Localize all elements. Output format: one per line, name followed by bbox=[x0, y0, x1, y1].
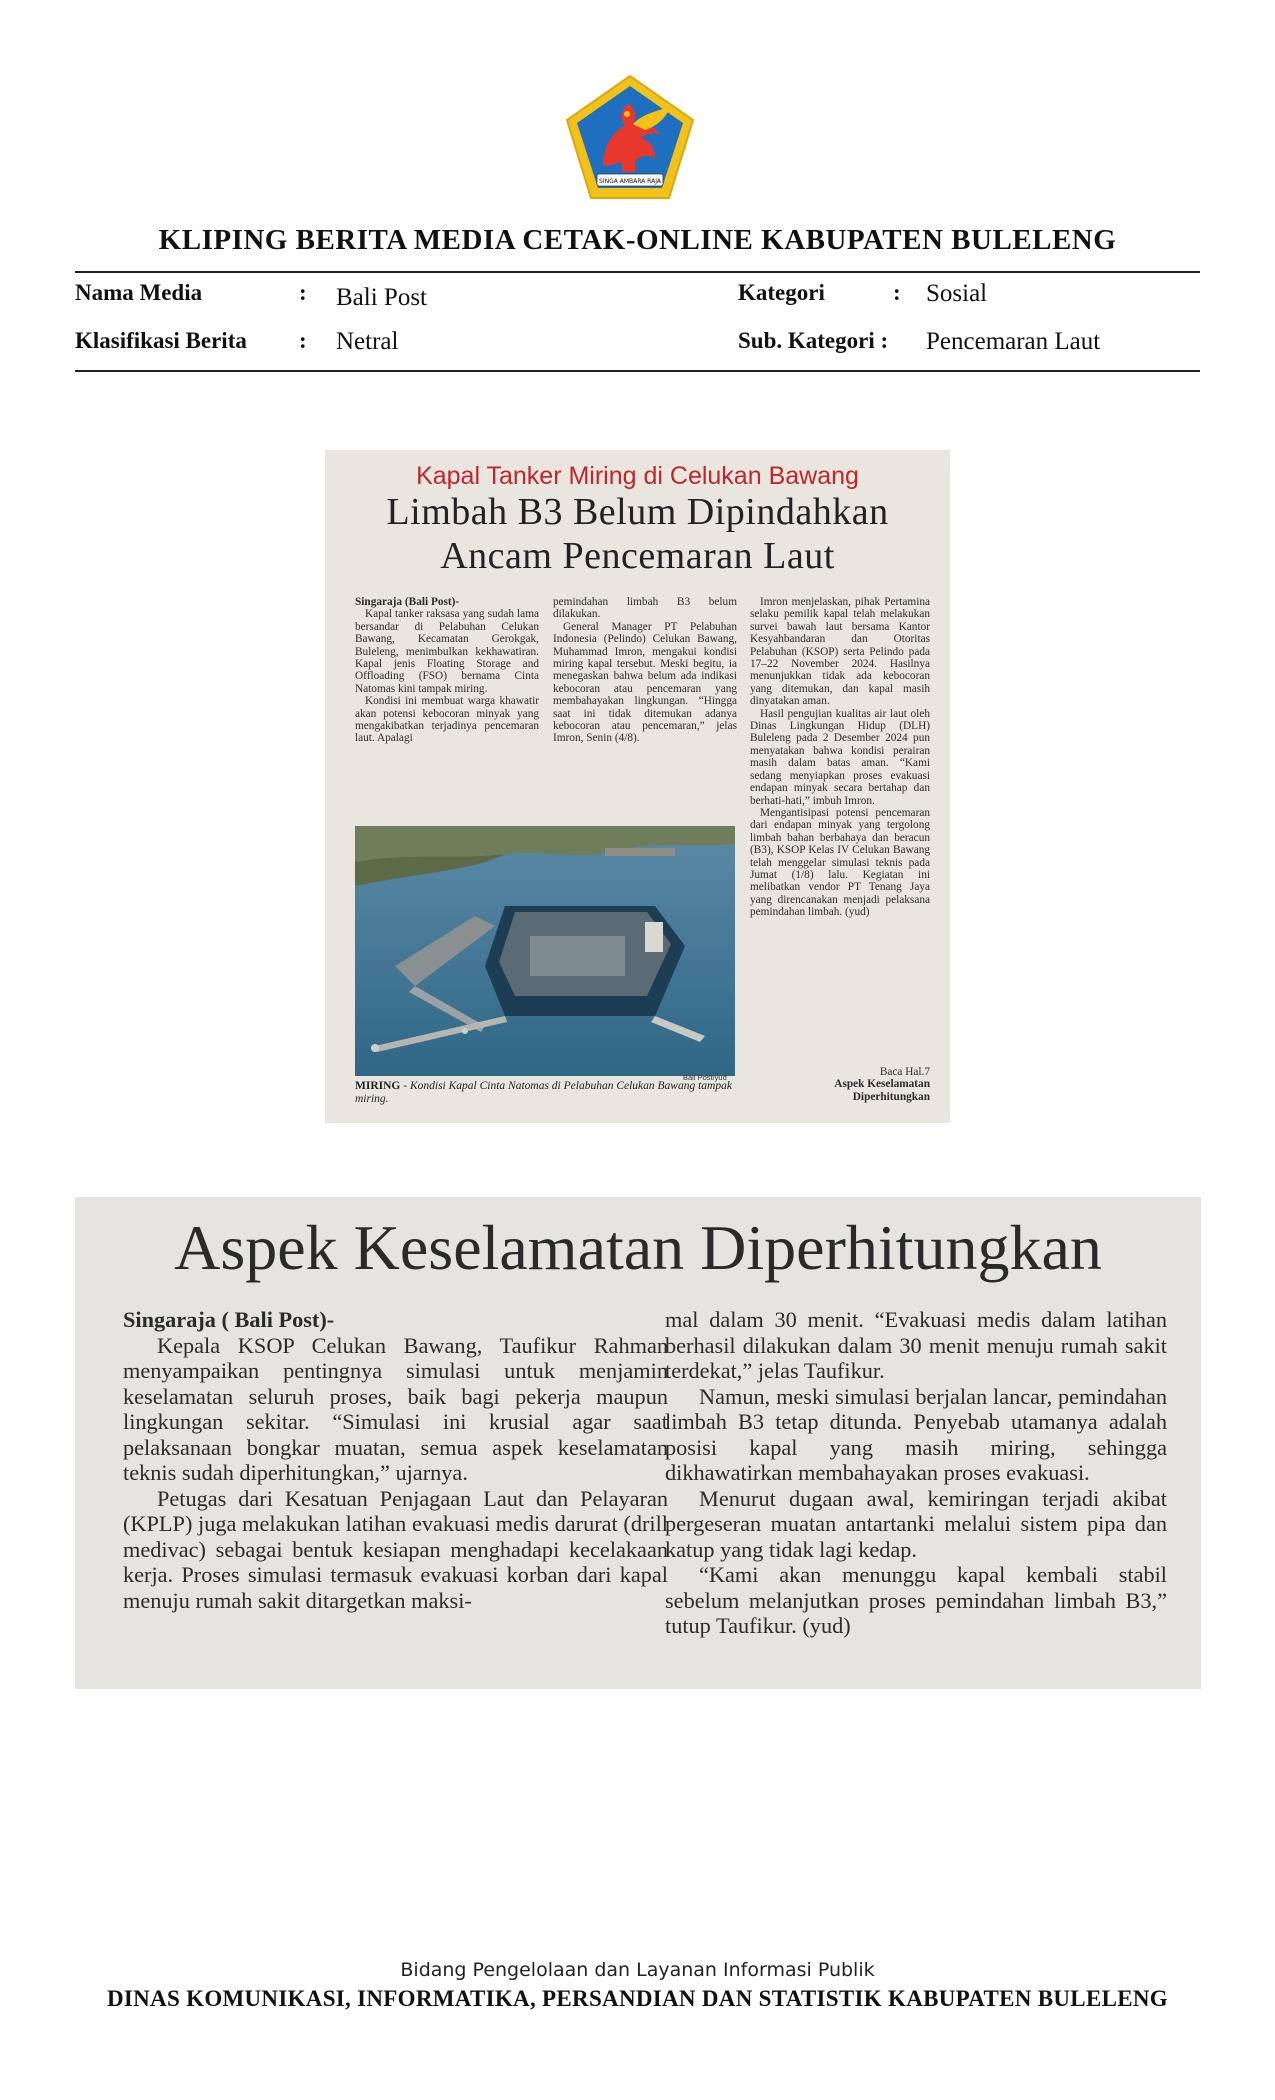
photo-caption bbox=[355, 1080, 737, 1106]
klasifikasi-value: Netral bbox=[336, 328, 399, 355]
continuation-headline: Aspek Keselamatan Diperhitungkan bbox=[174, 1212, 1102, 1283]
continuation-column-right bbox=[665, 1307, 1167, 1639]
page-title: KLIPING BERITA MEDIA CETAK-ONLINE KABUPATEN BULELENG bbox=[158, 224, 1117, 256]
subkategori-value: Pencemaran Laut bbox=[926, 328, 1101, 355]
header-top-rule bbox=[75, 271, 1200, 273]
caption-text: - Kondisi Kapal Cinta Natomas di Pelabuhan Celukan Bawang tampak miring. bbox=[355, 1080, 732, 1105]
continuation-paragraph: “Kami akan menunggu kapal kembali stabil sebelum melanjutkan proses pemindahan limbah B3,” tutup Taufikur. (yud) bbox=[665, 1562, 1167, 1638]
continuation-paragraph: Menurut dugaan awal, kemiringan terjadi akibat pergeseran muatan antartanki melalui sistem pipa dan katup yang tidak lagi kedap. bbox=[665, 1485, 1167, 1562]
article-column-1 bbox=[355, 596, 539, 745]
news-clipping-continuation bbox=[75, 1197, 1201, 1689]
tanker-ship-photo bbox=[355, 826, 735, 1076]
article-paragraph: Mengantisipasi potensi pencemaran dari endapan minyak yang tergolong limbah bahan berbahaya dan beracun (B3), KSOP Kelas IV Celukan Bawang telah menggelar simulasi teknis pada Jumat (1/8) lalu. Kegiatan ini melibatkan vendor PT Tenang Jaya yang direncanakan menjadi pelaksana pemindahan limbah. (yud) bbox=[750, 806, 930, 919]
article-headline-line1: Limbah B3 Belum Dipindahkan bbox=[386, 491, 889, 533]
article-column-2 bbox=[553, 596, 737, 745]
footer-division: Bidang Pengelolaan dan Layanan Informasi Publik bbox=[400, 1959, 875, 1981]
article-paragraph: Imron menjelaskan, pihak Pertamina selaku pemilik kapal telah melakukan survei bawah laut bersama Kantor Kesyahbandaran dan Otoritas Pelabuhan (KSOP) serta Pelindo pada 17–22 November 2024. Hasilnya menunjukkan tidak ada kebocoran yang ditemukan, dan kapal masih dinyatakan aman. bbox=[750, 596, 930, 708]
article-paragraph: Kondisi ini membuat warga khawatir akan potensi kebocoran minyak yang mengakibatkan terjadinya pencemaran laut. Apalagi bbox=[355, 695, 539, 745]
article-column-3 bbox=[750, 596, 930, 919]
photo-credit: Bali Post/yud bbox=[683, 1073, 727, 1082]
article-dateline: Singaraja (Bali Post)- bbox=[355, 596, 460, 608]
article-paragraph: Hasil pengujian kualitas air laut oleh Dinas Lingkungan Hidup (DLH) Buleleng pada 2 Desember 2024 pun menyatakan bahwa kondisi perairan masih dalam batas aman. “Kami sedang menyiapkan proses evakuasi endapan minyak secara bertahap dan berhati-hati,” imbuh Imron. bbox=[750, 707, 930, 807]
article-headline-line2: Ancam Pencemaran Laut bbox=[440, 535, 835, 577]
klasifikasi-colon: : bbox=[299, 328, 307, 353]
article-paragraph: General Manager PT Pelabuhan Indonesia (Pelindo) Celukan Bawang, Muhammad Imron, mengakui kondisi miring kapal tersebut. Meski begitu, ia menegaskan bahwa belum ada indikasi kebocoran atau pencemaran yang membahayakan lingkungan. “Hingga saat ini tidak ditemukan adanya kebocoran atau pencemaran,” jelas Imron, Senin (4/8). bbox=[553, 620, 737, 745]
continuation-paragraph: Namun, meski simulasi berjalan lancar, pemindahan limbah B3 tetap ditunda. Penyebab utamanya adalah posisi kapal yang masih miring, sehingga dikhawatirkan membahayakan proses evakuasi. bbox=[665, 1383, 1167, 1485]
subkategori-label: Sub. Kategori : bbox=[738, 328, 889, 353]
continued-title-line1: Aspek Keselamatan bbox=[834, 1078, 930, 1091]
continuation-column-left bbox=[123, 1307, 668, 1613]
logo-motto-text: SINGA AMBARA RAJA bbox=[599, 178, 661, 185]
media-name-label: Nama Media bbox=[75, 280, 203, 305]
continuation-paragraph: Petugas dari Kesatuan Penjagaan Laut dan Pelayaran (KPLP) juga melakukan latihan evakuasi medis darurat (drill medivac) sebagai bentuk kesiapan menghadapi kecelakaan kerja. Proses simulasi termasuk evakuasi korban dari kapal menuju rumah sakit ditargetkan maksi- bbox=[123, 1485, 668, 1613]
kategori-colon: : bbox=[893, 280, 901, 305]
kategori-label: Kategori bbox=[738, 280, 825, 305]
media-name-value: Bali Post bbox=[336, 284, 427, 311]
klasifikasi-label: Klasifikasi Berita bbox=[75, 328, 247, 353]
continuation-dateline: Singaraja ( Bali Post)- bbox=[123, 1307, 335, 1332]
continued-title-line2: Diperhitungkan bbox=[852, 1090, 930, 1103]
continued-page: Baca Hal.7 bbox=[879, 1066, 930, 1078]
buleleng-emblem-logo bbox=[563, 74, 697, 202]
news-clipping-main bbox=[325, 450, 950, 1123]
media-name-colon: : bbox=[299, 280, 307, 305]
article-paragraph: Kapal tanker raksasa yang sudah lama bersandar di Pelabuhan Celukan Bawang, Kecamatan Gerokgak, Buleleng, menimbulkan kekhawatiran. Kapal jenis Floating Storage and Offloading (FSO) bernama Cinta Natomas kini tampak miring. bbox=[355, 608, 539, 695]
continued-notice bbox=[800, 1066, 930, 1103]
continuation-paragraph: Kepala KSOP Celukan Bawang, Taufikur Rahman menyampaikan pentingnya simulasi untuk menjamin keselamatan seluruh proses, baik bagi pekerja maupun lingkungan sekitar. “Simulasi ini krusial agar saat pelaksanaan bongkar muatan, semua aspek keselamatan teknis sudah diperhitungkan,” ujarnya. bbox=[123, 1332, 668, 1485]
footer-department: DINAS KOMUNIKASI, INFORMATIKA, PERSANDIAN DAN STATISTIK KABUPATEN BULELENG bbox=[107, 1986, 1168, 2011]
continuation-paragraph: mal dalam 30 menit. “Evakuasi medis dalam latihan berhasil dilakukan dalam 30 menit menuju rumah sakit terdekat,” jelas Taufikur. bbox=[665, 1307, 1167, 1383]
kategori-value: Sosial bbox=[926, 280, 988, 307]
article-kicker: Kapal Tanker Miring di Celukan Bawang bbox=[416, 462, 859, 490]
article-paragraph: pemindahan limbah B3 belum dilakukan. bbox=[553, 596, 737, 621]
header-bottom-rule bbox=[75, 370, 1200, 372]
caption-lead: MIRING bbox=[355, 1080, 401, 1092]
